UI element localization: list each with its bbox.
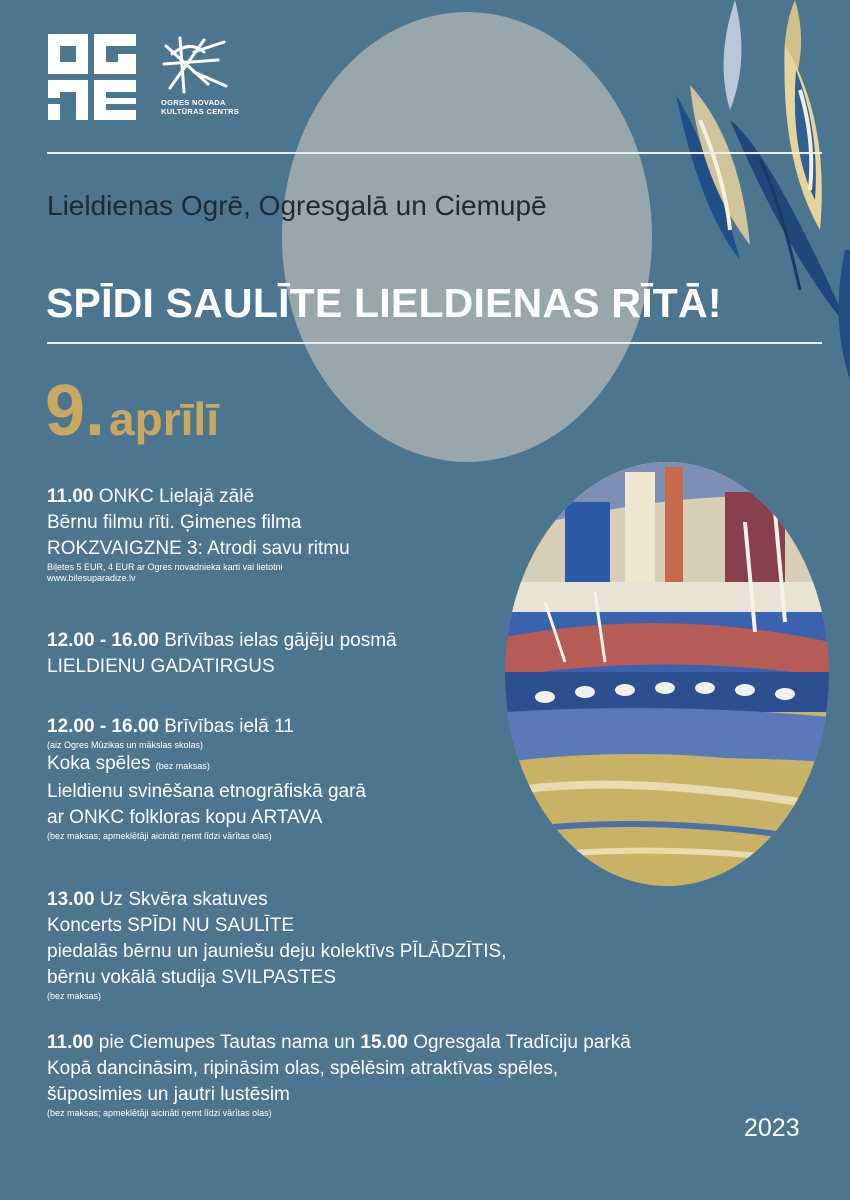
headline: SPĪDI SAULĪTE LIELDIENAS RĪTĀ! xyxy=(46,280,722,326)
painted-leaves-decoration xyxy=(670,0,850,400)
subtitle: Lieldienas Ogrē, Ogresgalā un Ciemupē xyxy=(47,190,547,221)
date-month: aprīlī xyxy=(109,393,219,445)
tickets-link[interactable]: www.bilesuparadize.lv xyxy=(47,573,136,583)
divider-bottom xyxy=(47,342,822,344)
painted-easter-egg-image xyxy=(505,462,830,887)
cultural-center-name: OGRES NOVADA KULTŪRAS CENTRS xyxy=(161,98,240,116)
cultural-center-emblem-icon xyxy=(160,34,232,96)
event-item: 12.00 - 16.00 Brīvības ielas gājēju posmā LIELDIENU GADATIRGUS xyxy=(47,630,397,677)
event-item: 11.00 ONKC Lielajā zālē Bērnu filmu rīti. Ģimenes filma ROKZVAIGZNE 3: Atrodi savu ritmu Biļetes 5 EUR, 4 EUR ar Ogres novadnieka karti vai lietotni www.bilesuparadize.lv xyxy=(47,486,350,583)
year: 2023 xyxy=(744,1114,800,1142)
background-egg-shape xyxy=(282,12,652,462)
ogre-logo xyxy=(48,34,136,120)
event-item: 11.00 pie Ciemupes Tautas nama un 15.00 Ogresgala Tradīciju parkā Kopā dancināsim, ripināsim olas, spēlēsim atraktīvas spēles, šūposimies un jautri lustēsim (bez maksas; apmeklētāji aicināti ņemt līdzi vārītas olas) xyxy=(47,1032,631,1118)
event-item: 12.00 - 16.00 Brīvības ielā 11 (aiz Ogres Mūzikas un mākslas skolas) Koka spēles (bez maksas) Lieldienu svinēšana etnogrāfiskā garā ar ONKC folkloras kopu ARTAVA (bez maksas; apmeklētāji aicināti ņemt līdzi vārītas olas) xyxy=(47,716,366,841)
date-day: 9. xyxy=(45,371,106,451)
event-item: 13.00 Uz Skvēra skatuves Koncerts SPĪDI NU SAULĪTE piedalās bērnu un jauniešu deju kolektīvs PĪLĀDZĪTIS, bērnu vokālā studija SVILPASTES (bez maksas) xyxy=(47,889,507,1001)
divider-top xyxy=(47,152,822,154)
event-date xyxy=(45,370,219,452)
